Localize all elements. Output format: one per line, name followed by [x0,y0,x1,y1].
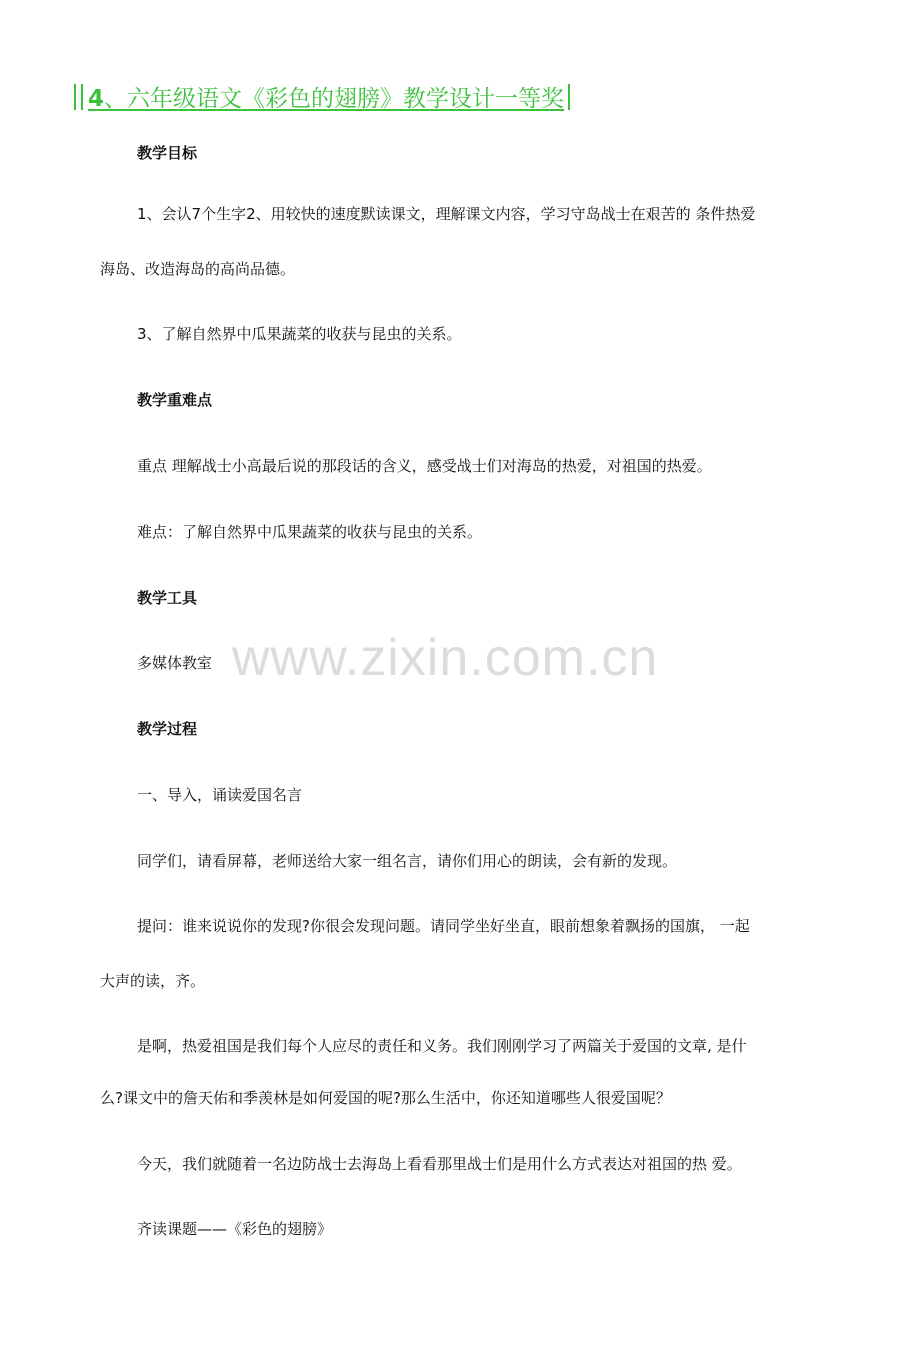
paragraph-patriotism-cont: 么?课文中的詹天佑和季羡林是如何爱国的呢?那么生活中，你还知道哪些人很爱国呢？ [100,1089,671,1107]
paragraph-key-point: 重点 理解战士小高最后说的那段话的含义，感受战士们对海岛的热爱，对祖国的热爱。 [137,457,712,475]
heading-objectives: 教学目标 [137,144,198,162]
paragraph-intro: 一、导入，诵读爱国名言 [137,786,303,804]
title-bar-left-2 [81,84,83,110]
title-number: 4 [88,86,105,112]
paragraph-tools: 多媒体教室 [137,654,213,672]
paragraph-question-cont: 大声的读，齐。 [100,972,206,990]
paragraph-read-title: 齐读课题——《彩色的翅膀》 [137,1220,333,1238]
paragraph-objective-1-cont: 海岛、改造海岛的高尚品德。 [100,260,296,278]
paragraph-today: 今天，我们就随着一名边防战士去海岛上看看那里战士们是用什么方式表达对祖国的热 爱。 [137,1155,742,1173]
watermark-text: www.zixin.com.cn [232,629,659,687]
heading-tools: 教学工具 [137,589,198,607]
paragraph-objective-1: 1、会认7个生字2、用较快的速度默读课文，理解课文内容，学习守岛战士在艰苦的 条件热爱 [137,205,756,223]
paragraph-objective-3: 3、了解自然界中瓜果蔬菜的收获与昆虫的关系。 [137,325,462,343]
paragraph-screen: 同学们，请看屏幕，老师送给大家一组名言，请你们用心的朗读，会有新的发现。 [137,852,678,870]
title-link[interactable] [88,80,564,113]
heading-process: 教学过程 [137,720,198,738]
paragraph-patriotism: 是啊，热爱祖国是我们每个人应尽的责任和义务。我们刚刚学习了两篇关于爱国的文章, 是什 [137,1037,747,1055]
paragraph-difficulty: 难点：了解自然界中瓜果蔬菜的收获与昆虫的关系。 [137,523,483,541]
title-bar-right [568,84,570,110]
paragraph-question: 提问：谁来说说你的发现?你很会发现问题。请同学坐好坐直，眼前想象着飘扬的国旗， 一起 [137,917,750,935]
title-bar-left [74,84,76,110]
document-title[interactable] [74,80,570,113]
title-rest: 、六年级语文《彩色的翅膀》教学设计一等奖 [104,86,565,112]
heading-key-points: 教学重难点 [137,391,213,409]
